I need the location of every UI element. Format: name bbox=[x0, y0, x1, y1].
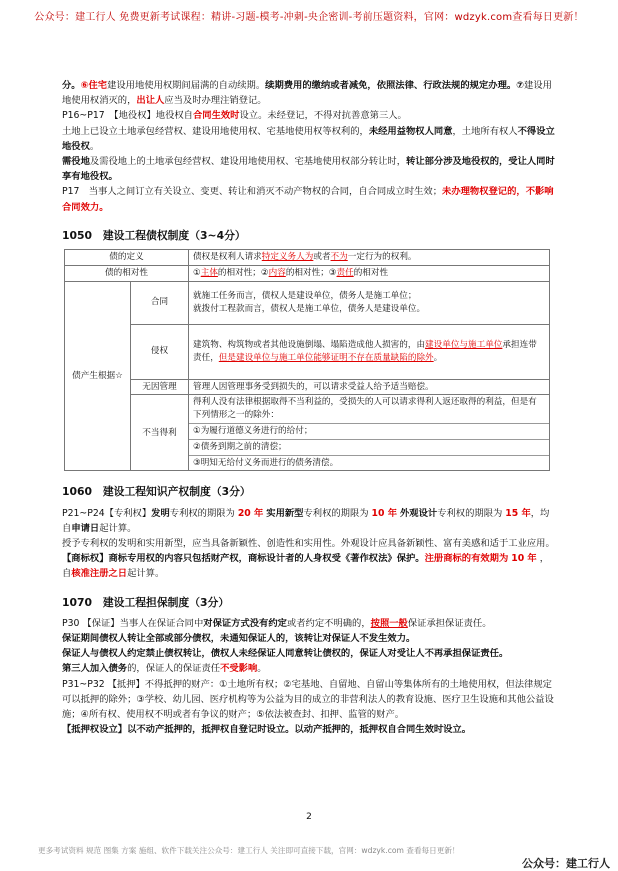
header-banner: 公众号：建工行人 免费更新考试课程：精讲-习题-模考-冲刺-央企密训-考前压题资料，官网：wdzyk.com查看每日更新！ bbox=[34, 12, 584, 23]
paragraph-trademark: 【商标权】商标专用权的内容只包括财产权，商标设计者的人身权受《著作权法》保护。注册商标的有效期为 10 年 ，自核准注册之日起计算。 bbox=[62, 553, 550, 580]
table-key: 侵权 bbox=[131, 324, 189, 379]
paragraph-easement: P16~P17 【地役权】地役权自合同生效时设立。未经登记，不得对抗善意第三人。 bbox=[62, 110, 407, 122]
table-value: 管理人因管理事务受到损失的，可以请求受益人给予适当赔偿。 bbox=[189, 379, 550, 395]
table-row bbox=[65, 250, 550, 266]
table-key: 债的定义 bbox=[65, 250, 189, 266]
paragraph-patent-terms: P21~P24【专利权】发明专利权的期限为 20 年 实用新型专利权的期限为 10 年 外观设计专利权的期限为 15 年，均自申请日起计算。 bbox=[62, 507, 550, 534]
section-title-1050: 1050 建设工程债权制度（3~4分） bbox=[62, 228, 246, 242]
table-key: 合同 bbox=[131, 281, 189, 324]
table-row bbox=[65, 395, 550, 471]
table-key: 债的相对性 bbox=[65, 265, 189, 281]
paragraph-contract-validity: P17 当事人之间订立有关设立、变更、转让和消灭不动产物权的合同，自合同成立时生效；未办理物权登记的，不影响合同效力。 bbox=[62, 186, 554, 213]
watermark: 公众号：建工行人 bbox=[522, 857, 610, 870]
table-value: 得利人没有法律根据取得不当利益的，受损失的人可以请求得利人返还取得的利益，但是有下列情形之一的除外： ①为履行道德义务进行的给付； ②债务到期之前的清偿； ③明知无给付义务而进行的债务清偿。 bbox=[189, 395, 550, 471]
table-value: 就施工任务而言，债权人是建设单位，债务人是施工单位； 就拨付工程款而言，债权人是施工单位，债务人是建设单位。 bbox=[189, 281, 550, 324]
table-row bbox=[65, 379, 550, 395]
table-value: 建筑物、构筑物或者其他设施倒塌、塌陷造成他人损害的，由建设单位与施工单位承担连带责任，但是建设单位与施工单位能够证明不存在质量缺陷的除外。 bbox=[189, 324, 550, 379]
table-key: 无因管理 bbox=[131, 379, 189, 395]
section-title-1070: 1070 建设工程担保制度（3分） bbox=[62, 595, 230, 609]
page-number: 2 bbox=[306, 812, 312, 822]
paragraph-guarantee-prohibition: 保证人与债权人约定禁止债权转让，债权人未经保证人同意转让债权的，保证人对受让人不再承担保证责任。 bbox=[62, 648, 509, 660]
footer-text: 更多考试资料 规范 图集 方案 施组、软件下载关注公众号：建工行人 关注即可直接下载，官网：wdzyk.com 查看每日更新！ bbox=[38, 846, 460, 855]
section-title-1060: 1060 建设工程知识产权制度（3分） bbox=[62, 485, 251, 499]
paragraph-mortgage: P31~P32 【抵押】不得抵押的财产：①土地所有权；②宅基地、自留地、自留山等集体所有的土地使用权，但法律规定可以抵押的除外；③学校、幼儿园、医疗机构等为公益为目的成立的非营利法人的教育设施、医疗卫生设施和其他公益设施；④所有权、使用权不明或者有争议的财产；⑤依法被查封、扣押、监管的财产。 bbox=[62, 678, 554, 721]
table-row bbox=[65, 265, 550, 281]
creditor-rights-table bbox=[64, 249, 550, 471]
table-group-label: 债产生根据☆ bbox=[65, 281, 131, 471]
page-content bbox=[62, 78, 556, 737]
paragraph-dominant-land: 需役地及需役地上的土地承包经营权、建设用地使用权、宅基地使用权部分转让时，转让部分涉及地役权的，受让人同时享有地役权。 bbox=[62, 156, 555, 183]
paragraph-guarantee: P30 【保证】当事人在保证合同中对保证方式没有约定或者约定不明确的，按照一般保证承担保证责任。 bbox=[62, 617, 492, 629]
paragraph-guarantee-transfer: 保证期间债权人转让全部或部分债权，未通知保证人的，该转让对保证人不发生效力。 bbox=[62, 633, 416, 645]
table-row bbox=[65, 281, 550, 324]
paragraph-easement-consent: 土地上已设立土地承包经营权、建设用地使用权、宅基地使用权等权利的，未经用益物权人同意，土地所有权人不得设立地役权。 bbox=[62, 125, 555, 152]
table-key: 不当得利 bbox=[131, 395, 189, 471]
paragraph-patent-criteria: 授予专利权的发明和实用新型，应当具备新颖性、创造性和实用性。外观设计应具备新颖性、富有美感和适于工业应用。 bbox=[62, 538, 555, 550]
table-value: ①主体的相对性；②内容的相对性；③责任的相对性 bbox=[189, 265, 550, 281]
table-row bbox=[65, 324, 550, 379]
paragraph-mortgage-creation: 【抵押权设立】以不动产抵押的，抵押权自登记时设立。以动产抵押的，抵押权自合同生效时设立。 bbox=[62, 724, 472, 736]
paragraph-third-party-debt: 第三人加入债务的，保证人的保证责任不受影响。 bbox=[62, 663, 267, 675]
table-value: 债权是权利人请求特定义务人为或者不为一定行为的权利。 bbox=[189, 250, 550, 266]
paragraph-land-use-renewal: 分。⑥住宅建设用地使用权期间届满的自动续期。续期费用的缴纳或者减免，依照法律、行政法规的规定办理。⑦建设用地使用权消灭的，出让人应当及时办理注销登记。 bbox=[62, 80, 552, 107]
